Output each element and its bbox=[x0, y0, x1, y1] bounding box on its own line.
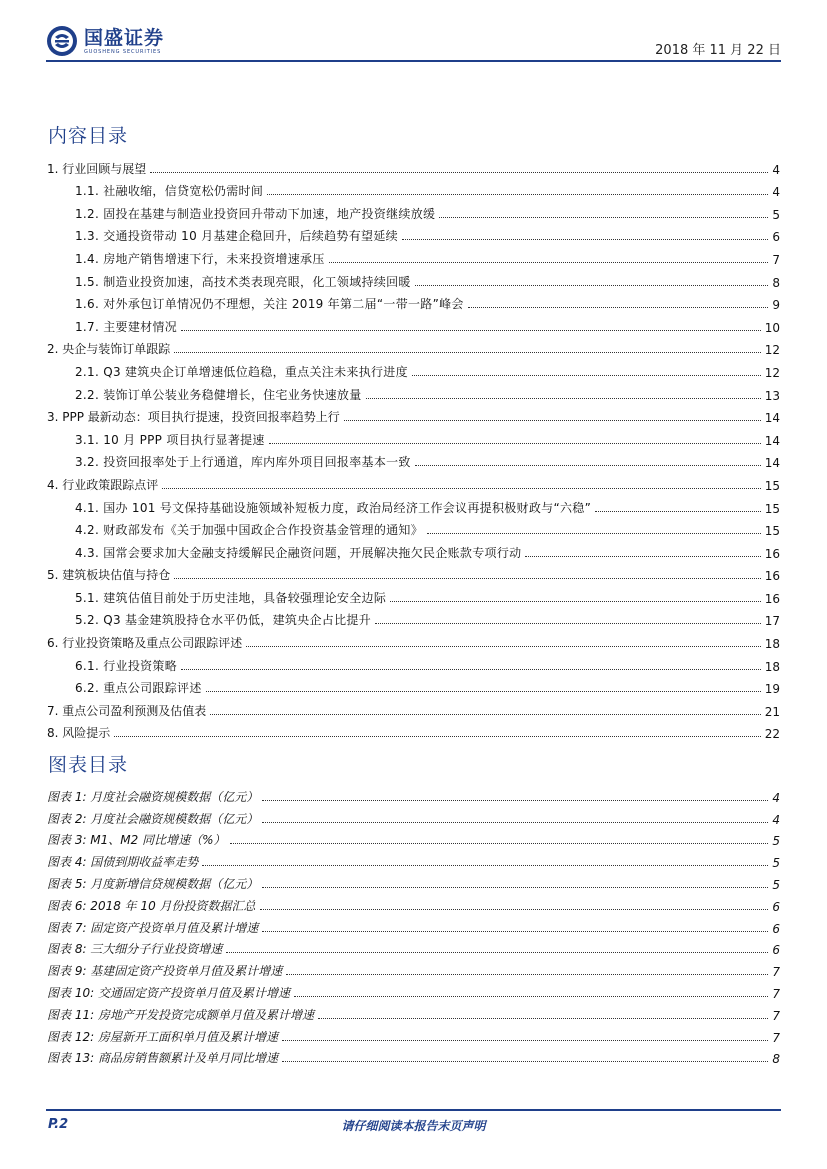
toc-entry-label: 5. 建筑板块估值与持仓 bbox=[47, 568, 171, 583]
dot-leader bbox=[174, 352, 760, 353]
figure-entry-label: 图表 2: 月度社会融资规模数据（亿元） bbox=[47, 811, 259, 826]
toc-entry-label: 7. 重点公司盈利预测及估值表 bbox=[47, 703, 207, 718]
figure-entry[interactable] bbox=[47, 957, 780, 979]
toc-entry-page: 12 bbox=[764, 343, 780, 358]
toc-entry[interactable] bbox=[47, 380, 780, 403]
toc-entry[interactable] bbox=[47, 538, 780, 561]
figure-entry[interactable] bbox=[47, 1023, 780, 1045]
figure-entry[interactable] bbox=[47, 805, 780, 827]
figure-entry[interactable] bbox=[47, 870, 780, 892]
toc-entry[interactable] bbox=[47, 290, 780, 313]
toc-entry-label: 4.2. 财政部发布《关于加强中国政企合作投资基金管理的通知》 bbox=[75, 523, 424, 538]
dot-leader bbox=[202, 865, 768, 866]
figure-entry-label: 图表 1: 月度社会融资规模数据（亿元） bbox=[47, 789, 259, 804]
figure-entry-page: 7 bbox=[772, 1008, 780, 1023]
dot-leader bbox=[206, 691, 761, 692]
toc-entry-label: 3. PPP 最新动态：项目执行提速，投资回报率趋势上行 bbox=[47, 410, 340, 425]
toc-entry-label: 6.1. 行业投资策略 bbox=[75, 658, 178, 673]
figure-list bbox=[47, 783, 780, 1066]
dot-leader bbox=[286, 974, 768, 975]
toc-entry[interactable] bbox=[47, 222, 780, 245]
figure-entry-label: 图表 3: M1、M2 同比增速（%） bbox=[47, 833, 226, 848]
figure-entry-label: 图表 9: 基建固定资产投资单月值及累计增速 bbox=[47, 964, 283, 979]
dot-leader bbox=[282, 1040, 768, 1041]
toc-entry[interactable] bbox=[47, 425, 780, 448]
dot-leader bbox=[390, 601, 761, 602]
toc-entry-label: 1.6. 对外承包订单情况仍不理想，关注 2019 年第二届“一带一路”峰会 bbox=[75, 297, 464, 312]
toc-entry-label: 2. 央企与装饰订单跟踪 bbox=[47, 342, 171, 357]
figure-entry-page: 6 bbox=[772, 899, 780, 914]
toc-entry-page: 21 bbox=[764, 704, 780, 719]
toc-entry-page: 7 bbox=[772, 252, 780, 267]
toc-entry-page: 8 bbox=[772, 275, 780, 290]
company-name: 国盛证券 bbox=[84, 26, 165, 49]
toc-entry-page: 15 bbox=[764, 478, 780, 493]
toc-entry-page: 4 bbox=[772, 162, 780, 177]
toc-entry-label: 2.2. 装饰订单公装业务稳健增长，住宅业务快速放量 bbox=[75, 387, 362, 402]
dot-leader bbox=[114, 736, 760, 737]
toc-entry[interactable] bbox=[47, 651, 780, 674]
disclaimer-note: 请仔细阅读本报告末页声明 bbox=[341, 1119, 486, 1133]
dot-leader bbox=[262, 800, 768, 801]
toc-entry-label: 1.1. 社融收缩，信贷宽松仍需时间 bbox=[75, 184, 264, 199]
figure-entry[interactable] bbox=[47, 1045, 780, 1067]
toc-entry[interactable] bbox=[47, 493, 780, 516]
toc-entry-page: 19 bbox=[764, 682, 780, 697]
dot-leader bbox=[468, 307, 769, 308]
dot-leader bbox=[439, 217, 768, 218]
toc-entry-label: 6. 行业投资策略及重点公司跟踪评述 bbox=[47, 636, 243, 651]
toc-entry[interactable] bbox=[47, 606, 780, 629]
toc-entry[interactable] bbox=[47, 516, 780, 539]
dot-leader bbox=[260, 909, 769, 910]
figure-entry[interactable] bbox=[47, 827, 780, 849]
toc-entry-label: 1.5. 制造业投资加速，高技术类表现亮眼，化工领域持续回暖 bbox=[75, 274, 411, 289]
figure-entry-page: 8 bbox=[772, 1052, 780, 1067]
figure-entry-label: 图表 7: 固定资产投资单月值及累计增速 bbox=[47, 920, 259, 935]
figure-entry[interactable] bbox=[47, 914, 780, 936]
figure-entry-page: 4 bbox=[772, 790, 780, 805]
toc-entry-page: 6 bbox=[772, 230, 780, 245]
figure-entry-label: 图表 6: 2018 年 10 月份投资数据汇总 bbox=[47, 898, 256, 913]
figure-entry[interactable] bbox=[47, 892, 780, 914]
dot-leader bbox=[246, 646, 760, 647]
toc-entry[interactable] bbox=[47, 244, 780, 267]
figure-entry-page: 6 bbox=[772, 921, 780, 936]
toc-entry[interactable] bbox=[47, 199, 780, 222]
company-logo bbox=[46, 24, 164, 58]
footer-divider bbox=[46, 1109, 781, 1111]
figure-entry[interactable] bbox=[47, 936, 780, 958]
toc-entry-page: 17 bbox=[764, 614, 780, 629]
dot-leader bbox=[525, 556, 760, 557]
toc-entry[interactable] bbox=[47, 719, 780, 742]
toc-entry-label: 1.3. 交通投资带动 10 月基建企稳回升，后续趋势有望延续 bbox=[75, 229, 398, 244]
company-name-en: GUOSHENG SECURITIES bbox=[84, 48, 162, 55]
dot-leader bbox=[329, 262, 769, 263]
dot-leader bbox=[415, 285, 769, 286]
dot-leader bbox=[318, 1018, 768, 1019]
dot-leader bbox=[262, 822, 768, 823]
figure-entry-label: 图表 13: 商品房销售额累计及单月同比增速 bbox=[47, 1051, 278, 1066]
figure-entry-page: 7 bbox=[772, 965, 780, 980]
figure-entry-page: 7 bbox=[772, 986, 780, 1001]
dot-leader bbox=[174, 578, 760, 579]
page-number: P.2 bbox=[48, 1117, 69, 1132]
toc-entry-label: 5.1. 建筑估值目前处于历史洼地，具备较强理论安全边际 bbox=[75, 590, 387, 605]
figure-entry[interactable] bbox=[47, 1001, 780, 1023]
toc-entry-page: 16 bbox=[764, 546, 780, 561]
toc-entry-label: 8. 风险提示 bbox=[47, 726, 111, 741]
toc-entry-page: 13 bbox=[764, 388, 780, 403]
dot-leader bbox=[366, 398, 761, 399]
dot-leader bbox=[226, 952, 768, 953]
dot-leader bbox=[415, 465, 761, 466]
toc-entry-label: 3.2. 投资回报率处于上行通道，库内库外项目回报率基本一致 bbox=[75, 455, 411, 470]
dot-leader bbox=[210, 714, 760, 715]
dot-leader bbox=[412, 375, 761, 376]
toc-entry-page: 9 bbox=[772, 298, 780, 313]
toc-entry[interactable] bbox=[47, 696, 780, 719]
figure-entry-page: 6 bbox=[772, 943, 780, 958]
toc-entry-page: 16 bbox=[764, 591, 780, 606]
figure-entry-page: 7 bbox=[772, 1030, 780, 1045]
table-of-contents bbox=[47, 154, 780, 741]
figure-entry-page: 5 bbox=[772, 877, 780, 892]
figure-entry-page: 5 bbox=[772, 856, 780, 871]
figure-entry-label: 图表 8: 三大细分子行业投资增速 bbox=[47, 942, 223, 957]
figure-entry-label: 图表 12: 房屋新开工面积单月值及累计增速 bbox=[47, 1029, 278, 1044]
figure-entry-page: 4 bbox=[772, 812, 780, 827]
dot-leader bbox=[230, 843, 769, 844]
report-date: 2018 年 11 月 22 日 bbox=[655, 43, 781, 58]
toc-entry-page: 15 bbox=[764, 501, 780, 516]
figure-entry-label: 图表 4: 国债到期收益率走势 bbox=[47, 855, 199, 870]
toc-entry-page: 14 bbox=[764, 456, 780, 471]
toc-entry[interactable] bbox=[47, 335, 780, 358]
toc-entry[interactable] bbox=[47, 674, 780, 697]
toc-entry[interactable] bbox=[47, 177, 780, 200]
toc-entry[interactable] bbox=[47, 357, 780, 380]
dot-leader bbox=[262, 931, 768, 932]
toc-entry-label: 1.2. 固投在基建与制造业投资回升带动下加速，地产投资继续放缓 bbox=[75, 206, 436, 221]
dot-leader bbox=[262, 887, 768, 888]
dot-leader bbox=[427, 533, 761, 534]
toc-entry-page: 14 bbox=[764, 411, 780, 426]
figure-list-title: 图表目录 bbox=[48, 754, 129, 776]
toc-entry-page: 10 bbox=[764, 320, 780, 335]
toc-entry[interactable] bbox=[47, 312, 780, 335]
toc-entry-label: 1.7. 主要建材情况 bbox=[75, 319, 178, 334]
toc-entry-label: 2.1. Q3 建筑央企订单增速低位趋稳，重点关注未来执行进度 bbox=[75, 364, 408, 379]
dot-leader bbox=[267, 194, 768, 195]
toc-entry-label: 1. 行业回顾与展望 bbox=[47, 161, 147, 176]
toc-entry-label: 4.3. 国常会要求加大金融支持缓解民企融资问题，开展解决拖欠民企账款专项行动 bbox=[75, 545, 522, 560]
dot-leader bbox=[269, 443, 761, 444]
dot-leader bbox=[282, 1061, 768, 1062]
dot-leader bbox=[150, 172, 768, 173]
toc-entry-page: 4 bbox=[772, 185, 780, 200]
toc-entry-label: 4.1. 国办 101 号文保持基础设施领域补短板力度，政治局经济工作会议再提积极财政与“六稳” bbox=[75, 500, 592, 515]
toc-entry[interactable] bbox=[47, 561, 780, 584]
header-divider bbox=[46, 60, 781, 62]
dot-leader bbox=[294, 996, 768, 997]
dot-leader bbox=[375, 623, 761, 624]
toc-entry-page: 15 bbox=[764, 524, 780, 539]
toc-entry[interactable] bbox=[47, 628, 780, 651]
toc-entry[interactable] bbox=[47, 470, 780, 493]
figure-entry[interactable] bbox=[47, 848, 780, 870]
toc-entry-label: 6.2. 重点公司跟踪评述 bbox=[75, 681, 202, 696]
figure-entry[interactable] bbox=[47, 783, 780, 805]
toc-title: 内容目录 bbox=[48, 125, 129, 147]
toc-entry[interactable] bbox=[47, 583, 780, 606]
page-header bbox=[46, 22, 781, 62]
toc-entry-page: 18 bbox=[764, 659, 780, 674]
dot-leader bbox=[162, 488, 760, 489]
toc-entry-page: 12 bbox=[764, 365, 780, 380]
toc-entry[interactable] bbox=[47, 154, 780, 177]
toc-entry-label: 1.4. 房地产销售增速下行，未来投资增速承压 bbox=[75, 251, 325, 266]
dot-leader bbox=[344, 420, 761, 421]
toc-entry-label: 5.2. Q3 基金建筑股持仓水平仍低，建筑央企占比提升 bbox=[75, 613, 372, 628]
toc-entry[interactable] bbox=[47, 267, 780, 290]
toc-entry-page: 5 bbox=[772, 207, 780, 222]
company-logo-icon bbox=[46, 25, 78, 57]
figure-entry[interactable] bbox=[47, 979, 780, 1001]
figure-entry-label: 图表 5: 月度新增信贷规模数据（亿元） bbox=[47, 876, 259, 891]
toc-entry-label: 4. 行业政策跟踪点评 bbox=[47, 477, 159, 492]
toc-entry-page: 14 bbox=[764, 433, 780, 448]
toc-entry-label: 3.1. 10 月 PPP 项目执行显著提速 bbox=[75, 432, 265, 447]
dot-leader bbox=[595, 511, 761, 512]
toc-entry-page: 22 bbox=[764, 727, 780, 742]
figure-entry-label: 图表 11: 房地产开发投资完成额单月值及累计增速 bbox=[47, 1007, 314, 1022]
toc-entry[interactable] bbox=[47, 448, 780, 471]
figure-entry-page: 5 bbox=[772, 834, 780, 849]
dot-leader bbox=[181, 330, 761, 331]
toc-entry[interactable] bbox=[47, 403, 780, 426]
toc-entry-page: 16 bbox=[764, 569, 780, 584]
toc-entry-page: 18 bbox=[764, 637, 780, 652]
dot-leader bbox=[181, 669, 761, 670]
dot-leader bbox=[402, 239, 768, 240]
figure-entry-label: 图表 10: 交通固定资产投资单月值及累计增速 bbox=[47, 985, 290, 1000]
